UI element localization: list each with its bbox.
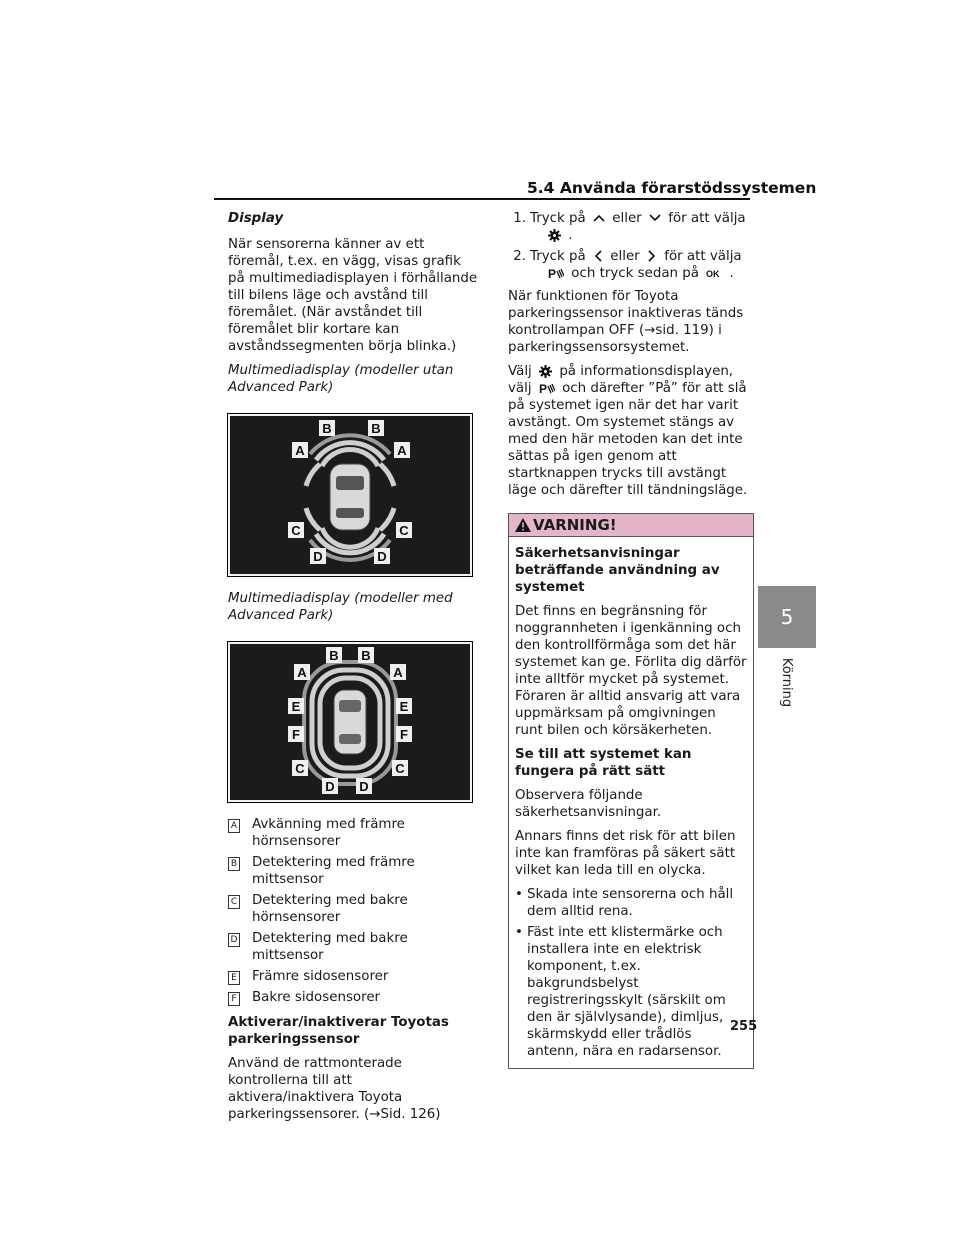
fig2-label-f-right: F [400,727,408,742]
legend-item [228,989,480,1006]
legend-item [228,892,480,926]
figure-caption-1: Multimediadisplay (modeller utan Advanced Park) [228,363,454,395]
legend-text: Detektering med bakre hörnsensorer [252,893,408,925]
legend-key: B [228,857,240,871]
section-title: 5.4 Använda förarstödssystemen [527,179,817,197]
off-lamp-text: När funktionen för Toyota parkeringssensor inaktiveras tänds kontrollampan OFF (→sid. 119) i parkeringssensorsystemet. [508,289,744,355]
gear-icon [539,365,552,378]
legend-key: E [228,971,240,985]
fig2-label-e-left: E [291,699,301,714]
reactivate-text [508,363,754,499]
left-column [228,210,480,1130]
header-divider [214,198,750,200]
parking-sensor-icon [548,267,564,280]
sensor-display-figure-1 [228,414,472,576]
reactivate-text-a: Välj [508,364,532,379]
chapter-label: Körning [779,657,795,707]
step2-text-c: för att välja [664,249,742,264]
ok-icon [706,268,722,278]
fig2-label-f-left: F [292,727,300,742]
page-number: 255 [730,1019,758,1034]
warning-body [509,537,753,1068]
warning-triangle-icon [515,518,531,532]
step2-text-b: eller [610,249,640,264]
warning-paragraph-2: Observera följande säkerhetsanvisningar. [515,788,662,820]
fig2-label-c-right: C [395,761,405,776]
legend-item [228,968,480,985]
warning-header [509,514,753,537]
sensor-display-figure-2 [228,642,472,802]
legend-item [228,854,480,888]
activate-text: Använd de rattmonterade kontrollerna till att aktivera/inaktivera Toyota parkeringssensorer. (→Sid. 126) [228,1056,441,1122]
fig2-label-b-right: B [361,648,371,663]
parking-sensor-icon [539,382,555,395]
fig1-label-c-left: C [291,523,301,538]
step2-text-a: Tryck på [530,249,586,264]
legend-text: Avkänning med främre hörnsensorer [252,817,405,849]
fig2-label-d-left: D [325,779,335,794]
warning-bullet [515,886,747,920]
display-heading: Display [228,211,284,226]
bullet-dot: • [515,925,523,940]
chevron-down-icon [649,213,661,223]
svg-text:P: P [548,266,557,280]
fig1-label-b-right: B [371,421,381,436]
bullet-dot: • [515,887,523,902]
step-number: 2. [513,249,526,264]
figure-caption-2: Multimediadisplay (modeller med Advanced Park) [228,591,453,623]
fig1-label-c-right: C [399,523,409,538]
fig1-label-a-right: A [397,443,407,458]
fig1-label-d-right: D [377,549,387,564]
fig1-label-a-left: A [295,443,305,458]
step1-end: . [568,228,573,243]
fig2-label-e-right: E [399,699,409,714]
legend-text: Detektering med främre mittsensor [252,855,415,887]
fig2-label-c-left: C [295,761,305,776]
chapter-tab: 5 [758,586,816,648]
chevron-up-icon [593,213,605,223]
warning-paragraph-1: Det finns en begränsning för noggrannheten i igenkänning och den kontrollförmåga som det här systemet kan ge. Förlita dig därför inte alltför mycket på systemet. Föraren är alltid ansvarig att vara uppmärksam på omgivningen runt bilen och körsäkerheten. [515,604,747,738]
right-column [508,210,754,1069]
fig2-label-a-right: A [393,665,403,680]
step-1 [508,210,754,244]
legend-text: Främre sidosensorer [252,969,389,984]
chevron-left-icon [593,250,603,262]
warning-box [508,513,754,1069]
step-2 [508,248,754,282]
chevron-right-icon [647,250,657,262]
fig1-label-d-left: D [313,549,323,564]
step1-text-b: eller [612,211,642,226]
display-text: När sensorerna känner av ett föremål, t.ex. en vägg, visas grafik på multimediadisplayen i förhållande till bilens läge och avstånd till föremålet. (När avståndet till föremålet blir kortare kan avståndssegmenten börja blinka.) [228,237,478,354]
warning-paragraph-3: Annars finns det risk för att bilen inte kan framföras på säkert sätt vilket kan leda till en olycka. [515,829,736,878]
step2-end: . [729,266,734,281]
gear-icon [548,229,561,242]
warning-bullet-text: Skada inte sensorerna och håll dem alltid rena. [527,887,734,919]
svg-text:OK: OK [706,269,720,278]
legend-key: F [228,992,240,1006]
step1-text-c: för att välja [668,211,746,226]
warning-bullet-text: Fäst inte ett klistermärke och installera inte en elektrisk komponent, t.ex. bakgrundsbelyst registreringsskylt (särskilt om den är självlysande), dimljus, skärmskydd eller trådlös antenn, nära en radarsensor. [527,925,726,1059]
activate-heading: Aktiverar/inaktiverar Toyotas parkeringssensor [228,1015,449,1047]
fig2-label-a-left: A [297,665,307,680]
warning-heading-2: Se till att systemet kan fungera på rätt sätt [515,747,692,779]
step-number: 1. [513,211,526,226]
step2-text-d: och tryck sedan på [571,266,699,281]
chapter-label-container [760,652,814,712]
reactivate-text-c: och därefter ”På” för att slå på systemet igen när det har varit avstängt. Om systemet stängs av med den här metoden kan det inte sättas på igen genom att startknappen trycks till avstängt läge och därefter till tändningsläge. [508,381,748,498]
legend-key: A [228,819,240,833]
step1-text-a: Tryck på [530,211,586,226]
legend-item [228,930,480,964]
svg-text:P: P [538,381,547,395]
legend-text: Bakre sidosensorer [252,990,381,1005]
legend-item [228,816,480,850]
legend-key: C [228,895,240,909]
fig2-label-d-right: D [359,779,369,794]
fig2-label-b-left: B [329,648,339,663]
fig1-label-b-left: B [322,421,332,436]
reactivate-text-b: på informationsdisplayen, välj [508,364,734,396]
legend-key: D [228,933,240,947]
legend-text: Detektering med bakre mittsensor [252,931,408,963]
legend-list [228,816,480,1006]
warning-bullet [515,924,747,1060]
warning-heading-1: Säkerhetsanvisningar beträffande användning av systemet [515,546,720,595]
warning-title: VARNING! [533,515,617,534]
